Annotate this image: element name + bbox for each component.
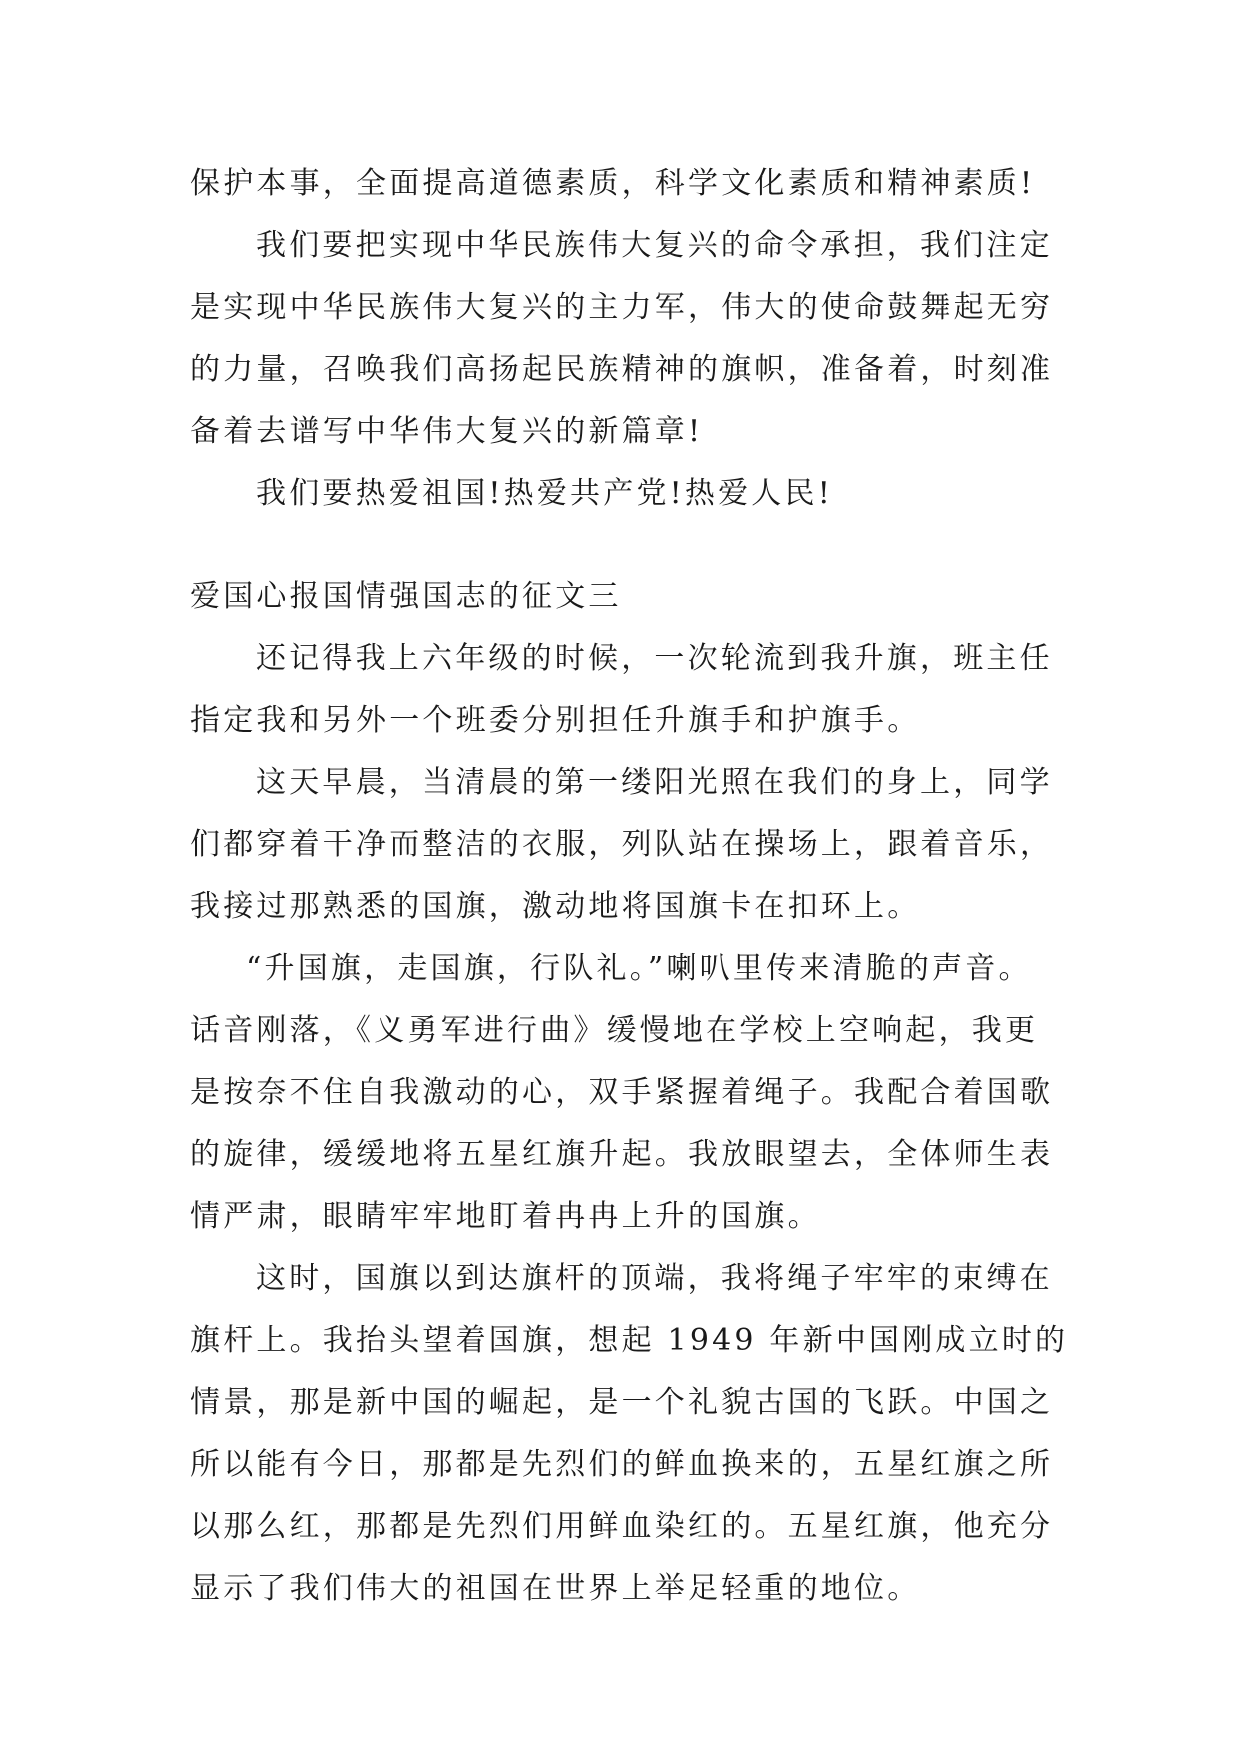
paragraph-line: 备着去谱写中华伟大复兴的新篇章! xyxy=(190,414,704,449)
paragraph-line: 以那么红，那都是先烈们用鲜血染红的。五星红旗，他充分 xyxy=(190,1509,1054,1544)
paragraph-line: 是按奈不住自我激动的心，双手紧握着绳子。我配合着国歌 xyxy=(190,1075,1054,1110)
paragraph-line: 话音刚落，《义勇军进行曲》缓慢地在学校上空响起，我更 xyxy=(190,1013,1039,1048)
paragraph-line: 是实现中华民族伟大复兴的主力军，伟大的使命鼓舞起无穷 xyxy=(190,290,1054,325)
paragraph-line: 旗杆上。我抬头望着国旗，想起 1949 年新中国刚成立时的 xyxy=(190,1323,1069,1358)
paragraph-3: 我们要热爱祖国!热爱共产党!热爱人民! xyxy=(256,476,833,511)
paragraph-line: 这天早晨，当清晨的第一缕阳光照在我们的身上，同学 xyxy=(256,765,1053,800)
paragraph-2 xyxy=(190,215,1070,463)
paragraph-line: 们都穿着干净而整洁的衣服，列队站在操场上，跟着音乐， xyxy=(190,827,1054,862)
paragraph-line: 的旋律，缓缓地将五星红旗升起。我放眼望去，全体师生表 xyxy=(190,1137,1054,1172)
paragraph-1 xyxy=(190,628,1070,752)
paragraph-line: 我们要把实现中华民族伟大复兴的命令承担，我们注定 xyxy=(256,228,1053,263)
paragraph-2 xyxy=(190,752,1070,938)
paragraph-line: 情景，那是新中国的崛起，是一个礼貌古国的飞跃。中国之 xyxy=(190,1385,1054,1420)
paragraph-4 xyxy=(190,1248,1070,1620)
section-2 xyxy=(190,566,1070,1620)
paragraph-line: 还记得我上六年级的时候，一次轮流到我升旗，班主任 xyxy=(256,641,1053,676)
paragraph-line: “升国旗，走国旗，行队礼。”喇叭里传来清脆的声音。 xyxy=(246,951,1032,986)
paragraph-line: 情严肃，眼睛牢牢地盯着冉冉上升的国旗。 xyxy=(190,1199,821,1234)
section-title: 爱国心报国情强国志的征文三 xyxy=(190,579,622,614)
paragraph-line: 保护本事，全面提高道德素质，科学文化素质和精神素质! xyxy=(190,166,1036,201)
paragraph-line: 的力量，召唤我们高扬起民族精神的旗帜，准备着，时刻准 xyxy=(190,352,1054,387)
paragraph-3 xyxy=(190,938,1070,1248)
paragraph-line: 显示了我们伟大的祖国在世界上举足轻重的地位。 xyxy=(190,1571,921,1606)
paragraph-line: 这时，国旗以到达旗杆的顶端，我将绳子牢牢的束缚在 xyxy=(256,1261,1053,1296)
section-1 xyxy=(190,153,1070,525)
paragraph-line: 我接过那熟悉的国旗，激动地将国旗卡在扣环上。 xyxy=(190,889,921,924)
paragraph-line: 指定我和另外一个班委分别担任升旗手和护旗手。 xyxy=(190,703,921,738)
paragraph-line: 所以能有今日，那都是先烈们的鲜血换来的，五星红旗之所 xyxy=(190,1447,1054,1482)
